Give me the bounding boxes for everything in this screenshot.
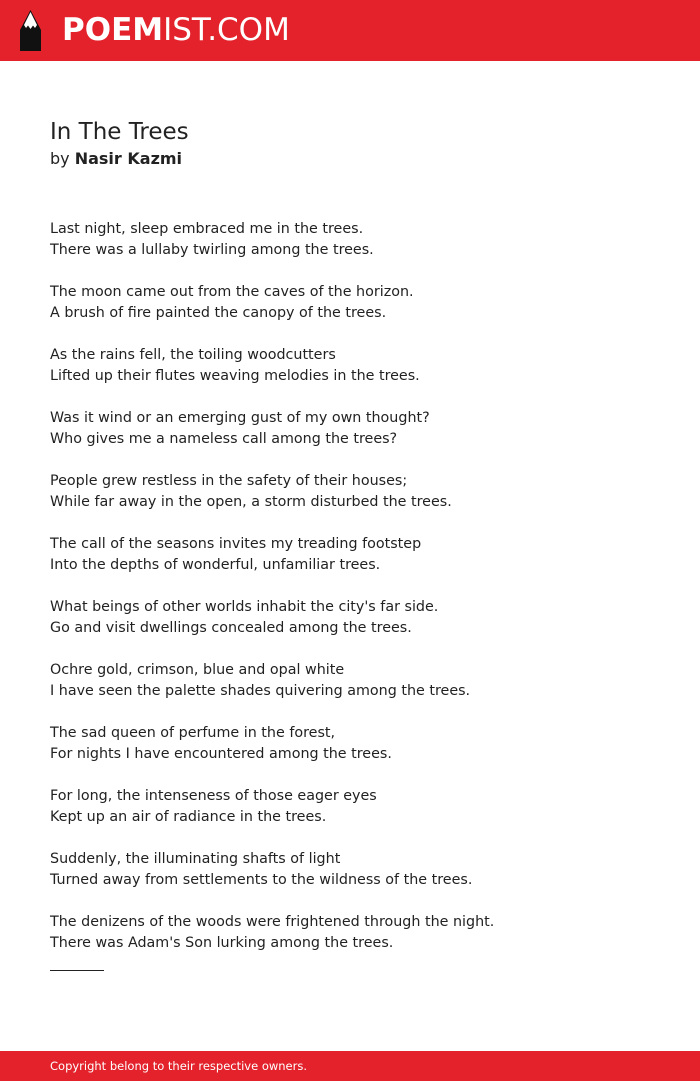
pencil-logo-icon[interactable] [18, 10, 43, 51]
brand-light: IST.COM [163, 12, 290, 48]
poem-stanza [50, 408, 494, 450]
poem-line: The sad queen of perfume in the forest, [50, 725, 336, 741]
poem-line: The call of the seasons invites my treading footstep [50, 536, 422, 552]
poem-stanza [50, 282, 494, 324]
brand-bold: POEM [62, 12, 164, 48]
poem-line: Last night, sleep embraced me in the trees. [50, 221, 364, 237]
poem-stanza [50, 912, 494, 954]
poem-line: The moon came out from the caves of the horizon. [50, 284, 414, 300]
author-name: Nasir Kazmi [74, 149, 183, 168]
poem-stanza [50, 471, 494, 513]
site-logo-link[interactable] [62, 12, 290, 48]
poem-line: Who gives me a nameless call among the trees? [50, 431, 398, 447]
divider [50, 970, 104, 971]
poem-stanza [50, 723, 494, 765]
poem-line: I have seen the palette shades quivering among the trees. [50, 683, 471, 699]
poem-line: The denizens of the woods were frightened through the night. [50, 914, 495, 930]
poem-line: For long, the intenseness of those eager eyes [50, 788, 377, 804]
poem-line: A brush of fire painted the canopy of the trees. [50, 305, 387, 321]
poem-line: People grew restless in the safety of their houses; [50, 473, 408, 489]
poem-stanza [50, 660, 494, 702]
poem-line: Into the depths of wonderful, unfamiliar trees. [50, 557, 381, 573]
poem-body [50, 219, 494, 975]
site-footer [0, 1051, 700, 1081]
poem-line: Suddenly, the illuminating shafts of light [50, 851, 341, 867]
poem-line: There was a lullaby twirling among the trees. [50, 242, 374, 258]
poem-stanza [50, 219, 494, 261]
poem-line: Ochre gold, crimson, blue and opal white [50, 662, 345, 678]
poem-stanza [50, 786, 494, 828]
poem-line: Lifted up their flutes weaving melodies in the trees. [50, 368, 420, 384]
poem-line: For nights I have encountered among the trees. [50, 746, 392, 762]
poem-stanza [50, 849, 494, 891]
poem-line: As the rains fell, the toiling woodcutters [50, 347, 336, 363]
by-label: by [50, 149, 70, 168]
poem-stanza [50, 345, 494, 387]
byline [50, 148, 182, 170]
poem-stanza [50, 597, 494, 639]
poem-line: Kept up an air of radiance in the trees. [50, 809, 327, 825]
poem-line: While far away in the open, a storm disturbed the trees. [50, 494, 452, 510]
site-header [0, 0, 700, 61]
poem-line: Go and visit dwellings concealed among the trees. [50, 620, 412, 636]
poem-line: Was it wind or an emerging gust of my own thought? [50, 410, 430, 426]
poem-line: What beings of other worlds inhabit the city's far side. [50, 599, 439, 615]
copyright-text: Copyright belong to their respective owners. [50, 1059, 308, 1073]
poem-stanza [50, 534, 494, 576]
poem-line: Turned away from settlements to the wildness of the trees. [50, 872, 473, 888]
poem-title: In The Trees [50, 119, 189, 145]
poem-line: There was Adam's Son lurking among the trees. [50, 935, 394, 951]
